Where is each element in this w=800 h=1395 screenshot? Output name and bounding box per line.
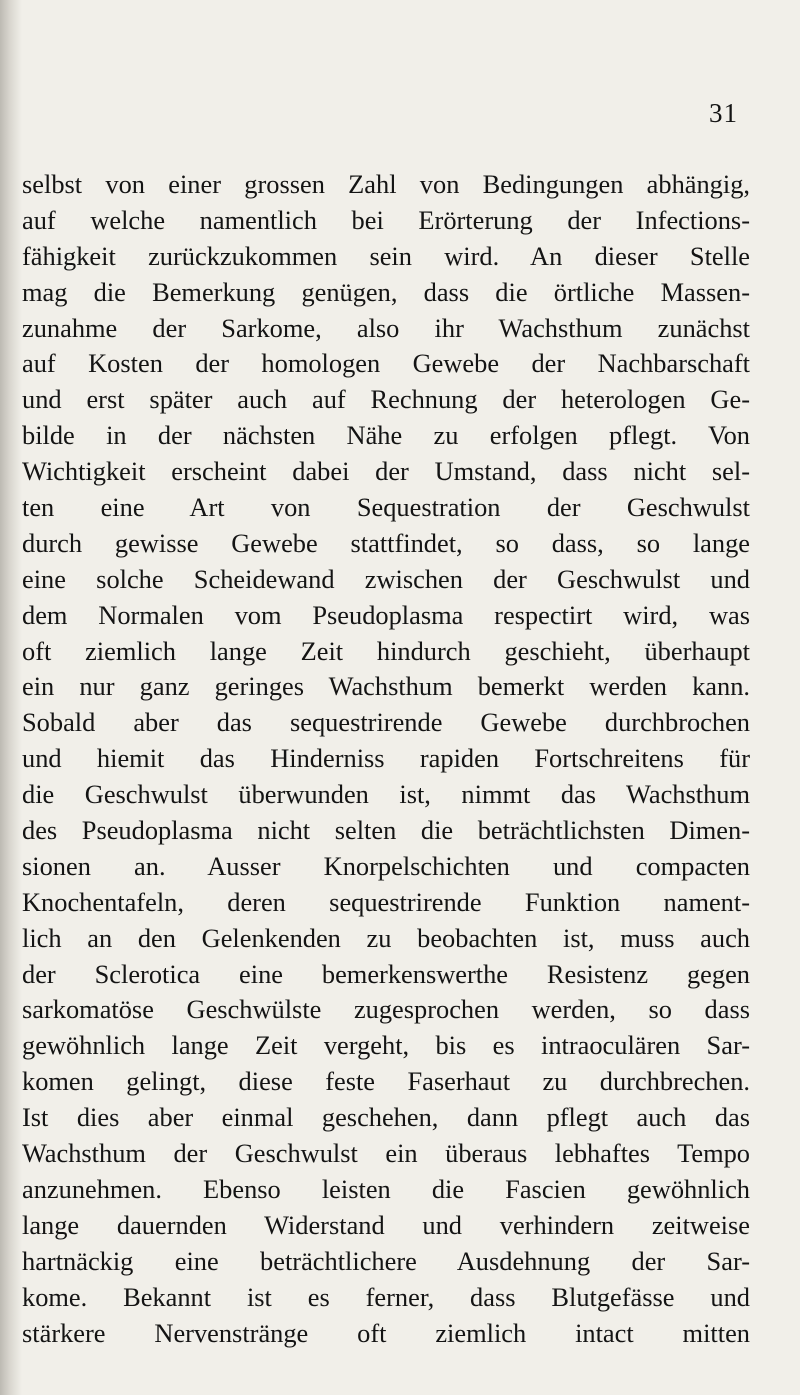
text-line: Wachsthum der Geschwulst ein überaus lebhaftes Tempo [22,1138,750,1169]
binding-shadow [0,0,22,1395]
text-line: auf Kosten der homologen Gewebe der Nachbarschaft [22,348,750,379]
text-line: fähigkeit zurückzukommen sein wird. An dieser Stelle [22,240,750,271]
text-line: der Sclerotica eine bemerkenswerthe Resistenz gegen [22,958,750,989]
text-line: Wichtigkeit erscheint dabei der Umstand, dass nicht sel- [22,456,750,487]
text-line: lich an den Gelenkenden zu beobachten ist, muss auch [22,922,750,953]
text-line: eine solche Scheidewand zwischen der Geschwulst und [22,563,750,594]
text-line: komen gelingt, diese feste Faserhaut zu durchbrechen. [22,1066,750,1097]
text-line: lange dauernden Widerstand und verhindern zeitweise [22,1209,750,1240]
text-line: kome. Bekannt ist es ferner, dass Blutgefässe und [22,1281,750,1312]
text-line: hartnäckig eine beträchtlichere Ausdehnung der Sar- [22,1245,750,1276]
text-line: und erst später auch auf Rechnung der heterologen Ge- [22,384,750,415]
text-line: gewöhnlich lange Zeit vergeht, bis es intraoculären Sar- [22,1030,750,1061]
text-line: anzunehmen. Ebenso leisten die Fascien gewöhnlich [22,1173,750,1204]
text-line: dem Normalen vom Pseudoplasma respectirt wird, was [22,599,750,630]
text-line: Knochentafeln, deren sequestrirende Funktion nament- [22,886,750,917]
body-text [22,167,750,1351]
text-line: sionen an. Ausser Knorpelschichten und compacten [22,850,750,881]
text-line: durch gewisse Gewebe stattfindet, so dass, so lange [22,527,750,558]
text-line: ein nur ganz geringes Wachsthum bemerkt werden kann. [22,671,750,702]
text-line: zunahme der Sarkome, also ihr Wachsthum zunächst [22,312,750,343]
text-line: oft ziemlich lange Zeit hindurch geschieht, überhaupt [22,635,750,666]
text-line: sarkomatöse Geschwülste zugesprochen werden, so dass [22,994,750,1025]
text-line: Sobald aber das sequestrirende Gewebe durchbrochen [22,707,750,738]
text-line: ten eine Art von Sequestration der Geschwulst [22,492,750,523]
text-line: und hiemit das Hinderniss rapiden Fortschreitens für [22,743,750,774]
text-line: auf welche namentlich bei Erörterung der Infections- [22,204,750,235]
text-line: des Pseudoplasma nicht selten die beträchtlichsten Dimen- [22,815,750,846]
text-line: Ist dies aber einmal geschehen, dann pflegt auch das [22,1102,750,1133]
text-line: bilde in der nächsten Nähe zu erfolgen pflegt. Von [22,420,750,451]
text-line: mag die Bemerkung genügen, dass die örtliche Massen- [22,276,750,307]
text-line: selbst von einer grossen Zahl von Bedingungen abhängig, [22,169,750,199]
text-line: die Geschwulst überwunden ist, nimmt das Wachsthum [22,779,750,810]
page-number: 31 [709,98,738,128]
text-line: stärkere Nervenstränge oft ziemlich intact mitten [22,1317,750,1348]
